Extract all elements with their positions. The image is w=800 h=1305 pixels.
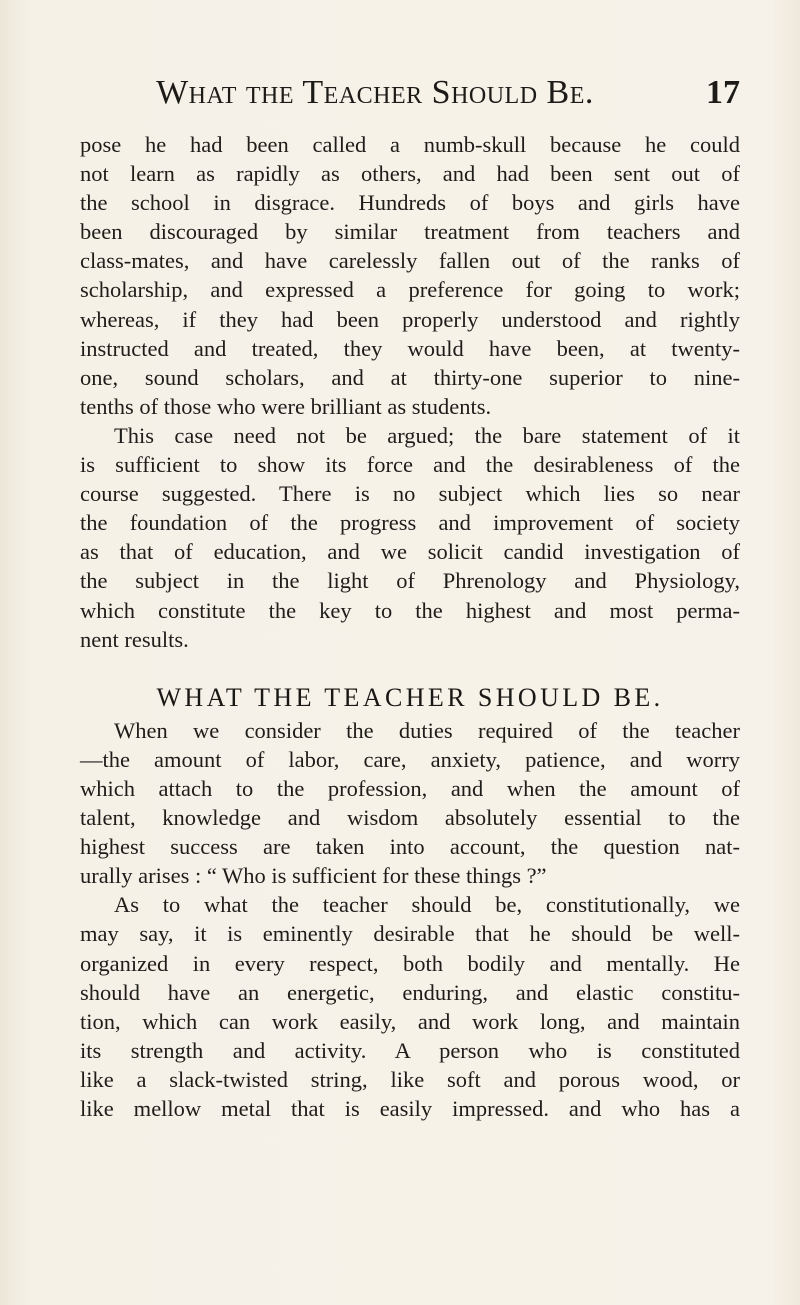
text-line: like a slack-twisted string, like soft and porous wood, or [80, 1066, 740, 1092]
text-line: should have an energetic, enduring, and elastic constitu- [80, 979, 740, 1005]
text-line: urally arises : “ Who is sufficient for these things ?” [80, 863, 547, 889]
text-line: the subject in the light of Phrenology and Physiology, [80, 568, 740, 594]
text-line: which constitute the key to the highest and most perma- [80, 597, 740, 623]
text-line: course suggested. There is no subject which lies so near [80, 481, 740, 507]
text-line: one, sound scholars, and at thirty-one superior to nine- [80, 364, 740, 390]
text-line: nent results. [80, 626, 189, 652]
text-line: class-mates, and have carelessly fallen out of the ranks of [80, 248, 740, 274]
text-line: is sufficient to show its force and the desirableness of the [80, 452, 740, 478]
text-line: scholarship, and expressed a preference for going to work; [80, 277, 740, 303]
text-line: the foundation of the progress and improvement of society [80, 510, 740, 536]
text-line: tion, which can work easily, and work long, and maintain [80, 1008, 740, 1034]
text-line: organized in every respect, both bodily and mentally. He [80, 950, 740, 976]
text-line: talent, knowledge and wisdom absolutely essential to the [80, 805, 740, 831]
paragraph-1 [80, 130, 740, 421]
text-line: As to what the teacher should be, constitutionally, we [114, 892, 740, 918]
text-line: the school in disgrace. Hundreds of boys and girls have [80, 190, 740, 216]
text-line: This case need not be argued; the bare statement of it [114, 422, 740, 448]
text-line: its strength and activity. A person who is constituted [80, 1037, 740, 1063]
running-title: What the Teacher Should Be. [156, 74, 594, 111]
text-line: highest success are taken into account, the question nat- [80, 834, 740, 860]
text-line: instructed and treated, they would have been, at twenty- [80, 335, 740, 361]
page-number: 17 [706, 74, 740, 111]
section-heading: WHAT THE TEACHER SHOULD BE. [156, 682, 664, 712]
text-line: been discouraged by similar treatment from teachers and [80, 219, 740, 245]
text-line: which attach to the profession, and when the amount of [80, 775, 740, 801]
text-line: as that of education, and we solicit candid investigation of [80, 539, 740, 565]
text-line: whereas, if they had been properly understood and rightly [80, 306, 740, 332]
text-line: When we consider the duties required of the teacher [114, 717, 740, 743]
text-line: like mellow metal that is easily impressed. and who has a [80, 1096, 740, 1121]
running-head [80, 74, 740, 122]
text-line: pose he had been called a numb-skull because he could [80, 132, 740, 157]
paragraph-2 [80, 421, 740, 654]
text-line: may say, it is eminently desirable that he should be well- [80, 921, 740, 947]
paragraph-4 [80, 890, 740, 1123]
text-line: tenths of those who were brilliant as students. [80, 393, 492, 419]
paragraph-3 [80, 716, 740, 891]
body-text [80, 130, 740, 1123]
text-line: —the amount of labor, care, anxiety, patience, and worry [80, 746, 740, 772]
text-line: not learn as rapidly as others, and had been sent out of [80, 161, 740, 187]
